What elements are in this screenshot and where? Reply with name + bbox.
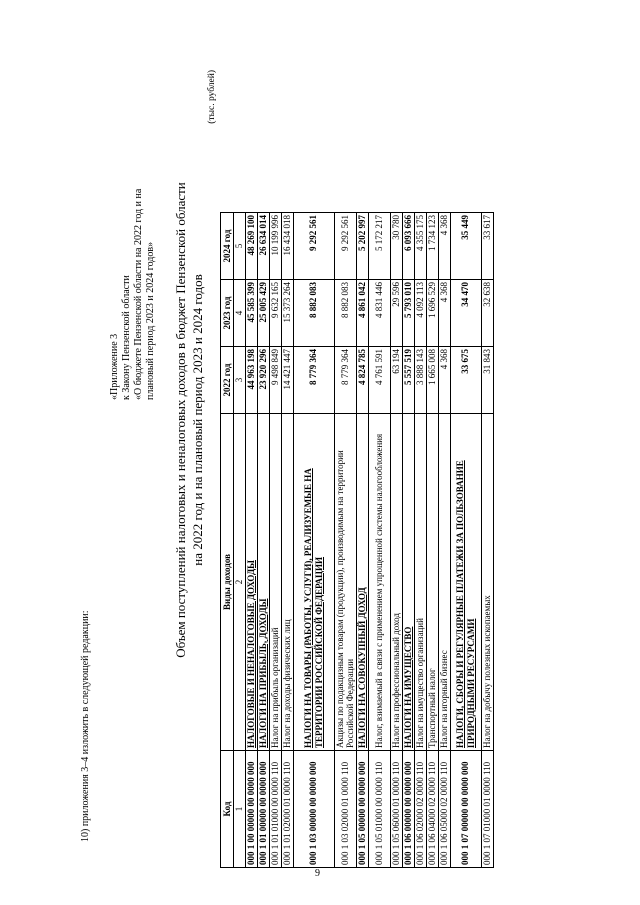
row-value-2022: 5 557 519 (402, 347, 414, 414)
revenue-table (220, 212, 494, 868)
row-code: 000 1 03 00000 00 0000 000 (293, 751, 334, 868)
row-name: НАЛОГИ НА СОВОКУПНЫЙ ДОХОД (356, 587, 367, 748)
row-code: 000 1 07 00000 00 0000 000 (450, 751, 481, 868)
row-name: Налог, взимаемый в связи с применением упрощенной системы налогообложения (368, 414, 390, 751)
table-row (293, 213, 334, 868)
row-code: 000 1 06 02000 02 0000 110 (414, 751, 426, 868)
title-line-1: Объем поступлений налоговых и неналоговых доходов в бюджет Пензенской области (173, 182, 188, 658)
row-name: Транспортный налог (426, 414, 438, 751)
row-value-2023: 4 861 042 (356, 280, 368, 347)
row-value-2024: 6 093 666 (402, 213, 414, 280)
row-value-2024: 4 355 175 (414, 213, 426, 280)
row-value-2022: 1 665 008 (426, 347, 438, 414)
row-value-2024: 5 202 997 (356, 213, 368, 280)
row-value-2023: 45 585 399 (245, 280, 257, 347)
row-code: 000 1 07 01000 01 0000 110 (481, 751, 493, 868)
page-number: 9 (315, 868, 320, 879)
intro-text: 10) приложения 3–4 изложить в следующей редакции: (80, 610, 91, 842)
row-value-2022: 44 963 198 (245, 347, 257, 414)
col-number: 1 (234, 751, 246, 868)
header-code: Код (221, 751, 234, 868)
row-value-2022: 33 675 (450, 347, 481, 414)
row-value-2022: 14 421 447 (281, 347, 293, 414)
row-value-2022: 4 761 591 (368, 347, 390, 414)
table-row (269, 213, 281, 868)
row-value-2022: 3 888 143 (414, 347, 426, 414)
table-row (426, 213, 438, 868)
column-numbers-row (234, 213, 246, 868)
row-value-2022: 9 498 849 (269, 347, 281, 414)
row-name: Налог на профессиональный доход (390, 414, 402, 751)
row-code: 000 1 06 00000 00 0000 000 (402, 751, 414, 868)
row-value-2022: 8 779 364 (334, 347, 356, 414)
row-value-2023: 5 793 010 (402, 280, 414, 347)
row-code: 000 1 01 01000 00 0000 110 (269, 751, 281, 868)
row-value-2022: 31 843 (481, 347, 493, 414)
header-2024: 2024 год (221, 213, 234, 280)
row-name: НАЛОГИ НА ИМУЩЕСТВО (402, 626, 413, 748)
row-value-2022: 4 368 (438, 347, 450, 414)
row-value-2024: 33 617 (481, 213, 493, 280)
table-row (390, 213, 402, 868)
row-value-2023: 29 596 (390, 280, 402, 347)
row-code: 000 1 06 05000 02 0000 110 (438, 751, 450, 868)
row-value-2024: 26 634 014 (257, 213, 269, 280)
row-name: НАЛОГОВЫЕ И НЕНАЛОГОВЫЕ ДОХОДЫ (245, 560, 256, 748)
table-row (281, 213, 293, 868)
table-row (438, 213, 450, 868)
table-row (402, 213, 414, 868)
header-2023: 2023 год (221, 280, 234, 347)
row-code: 000 1 00 00000 00 0000 000 (245, 751, 257, 868)
table-row (245, 213, 257, 868)
table-row (450, 213, 481, 868)
col-number: 4 (234, 280, 246, 347)
row-name: НАЛОГИ НА ТОВАРЫ (РАБОТЫ, УСЛУГИ), РЕАЛИЗУЕМЫЕ НА ТЕРРИТОРИИ РОССИЙСКОЙ ФЕДЕРАЦИИ (303, 468, 324, 748)
row-value-2024: 1 734 123 (426, 213, 438, 280)
row-code: 000 1 05 06000 01 0000 110 (390, 751, 402, 868)
appendix-line-4: плановый период 2023 и 2024 годов» (145, 241, 156, 400)
table-row (414, 213, 426, 868)
row-code: 000 1 05 00000 00 0000 000 (356, 751, 368, 868)
row-value-2023: 9 632 165 (269, 280, 281, 347)
row-code: 000 1 03 02000 01 0000 110 (334, 751, 356, 868)
document-title (172, 160, 206, 680)
row-value-2024: 9 292 561 (293, 213, 334, 280)
row-name: Налог на прибыль организаций (269, 414, 281, 751)
col-number: 3 (234, 347, 246, 414)
header-name: Виды доходов (221, 414, 234, 751)
row-name: НАЛОГИ, СБОРЫ И РЕГУЛЯРНЫЕ ПЛАТЕЖИ ЗА ПОЛЬЗОВАНИЕ ПРИРОДНЫМИ РЕСУРСАМИ (455, 460, 476, 748)
row-value-2022: 4 824 785 (356, 347, 368, 414)
row-value-2023: 25 005 429 (257, 280, 269, 347)
row-value-2023: 1 696 529 (426, 280, 438, 347)
appendix-header (109, 70, 157, 400)
row-value-2022: 8 779 364 (293, 347, 334, 414)
col-number: 2 (234, 414, 246, 751)
row-value-2023: 8 882 083 (293, 280, 334, 347)
table-row (481, 213, 493, 868)
table-row (334, 213, 356, 868)
row-value-2022: 63 194 (390, 347, 402, 414)
row-value-2024: 4 368 (438, 213, 450, 280)
row-name: Налог на игорный бизнес (438, 414, 450, 751)
row-code: 000 1 05 01000 00 0000 110 (368, 751, 390, 868)
appendix-line-1: «Приложение 3 (109, 333, 120, 400)
row-code: 000 1 01 00000 00 0000 000 (257, 751, 269, 868)
row-value-2023: 34 470 (450, 280, 481, 347)
row-name: Налог на имущество организаций (414, 414, 426, 751)
title-line-2: на 2022 год и на плановый период 2023 и 2024 годов (190, 274, 205, 566)
row-name: Акцизы по подакцизным товарам (продукции), производимым на территории Российской Федерации (334, 414, 356, 751)
row-value-2022: 23 920 296 (257, 347, 269, 414)
row-name: НАЛОГИ НА ПРИБЫЛЬ, ДОХОДЫ (257, 598, 268, 748)
rotated-page (24, 20, 624, 880)
row-code: 000 1 01 02000 01 0000 110 (281, 751, 293, 868)
row-name: Налог на добычу полезных ископаемых (481, 414, 493, 751)
col-number: 5 (234, 213, 246, 280)
row-value-2023: 4 092 113 (414, 280, 426, 347)
row-value-2024: 10 199 996 (269, 213, 281, 280)
row-value-2024: 48 269 100 (245, 213, 257, 280)
row-value-2024: 9 292 561 (334, 213, 356, 280)
units-label: (тыс. рублей) (207, 70, 217, 124)
row-value-2023: 4 831 446 (368, 280, 390, 347)
appendix-line-2: к Закону Пензенской области (121, 275, 132, 400)
row-value-2024: 16 434 018 (281, 213, 293, 280)
row-name: Налог на доходы физических лиц (281, 414, 293, 751)
appendix-line-3: «О бюджете Пензенской области на 2022 год и на (133, 188, 144, 400)
row-value-2023: 4 368 (438, 280, 450, 347)
row-value-2023: 8 882 083 (334, 280, 356, 347)
row-value-2024: 35 449 (450, 213, 481, 280)
row-value-2024: 5 172 217 (368, 213, 390, 280)
header-2022: 2022 год (221, 347, 234, 414)
table-row (356, 213, 368, 868)
row-value-2024: 30 780 (390, 213, 402, 280)
table-header-row (221, 213, 234, 868)
table-row (257, 213, 269, 868)
row-code: 000 1 06 04000 02 0000 110 (426, 751, 438, 868)
row-value-2023: 32 638 (481, 280, 493, 347)
table-row (368, 213, 390, 868)
row-value-2023: 15 373 264 (281, 280, 293, 347)
